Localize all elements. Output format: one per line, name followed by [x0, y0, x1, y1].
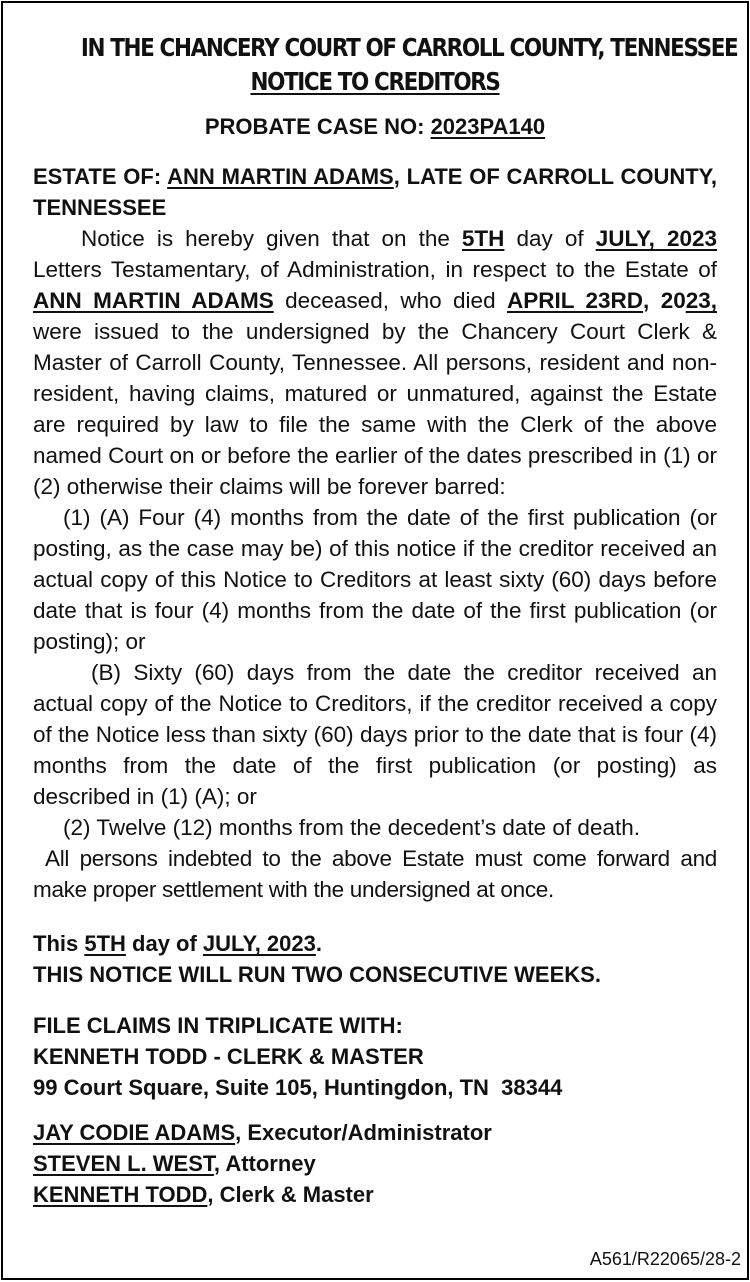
letters-day: 5TH — [461, 226, 505, 251]
signature-executor: JAY CODIE ADAMS, Executor/Administrator — [33, 1120, 492, 1145]
notice-title: NOTICE TO CREDITORS — [250, 67, 500, 96]
death-date: APRIL 23RD — [507, 288, 644, 313]
estate-label: ESTATE OF: — [33, 164, 168, 189]
case-number: 2023PA140 — [430, 114, 546, 139]
signature-clerk: KENNETH TODD, Clerk & Master — [33, 1182, 374, 1207]
clerk-address: 99 Court Square, Suite 105, Huntingdon, TN 38344 — [33, 1075, 563, 1100]
case-label: PROBATE CASE NO: — [204, 114, 431, 139]
probate-case-number — [33, 111, 717, 143]
paragraph-2: (2) Twelve (12) months from the decedent’s date of death. — [63, 815, 640, 840]
dated-day: 5TH — [84, 931, 126, 956]
death-year: 23, — [685, 288, 717, 313]
dated-line: This 5TH day of JULY, 2023. — [33, 931, 322, 956]
dated-month: JULY, 2023 — [202, 931, 316, 956]
deceased-name: ANN MARTIN ADAMS — [33, 288, 274, 313]
notice-body — [33, 223, 717, 905]
reference-code: A561/R22065/28-2 — [589, 1249, 741, 1269]
file-claims-heading: FILE CLAIMS IN TRIPLICATE WITH: — [33, 1013, 403, 1038]
estate-name: ANN MARTIN ADAMS — [167, 164, 394, 189]
estate-line — [33, 161, 717, 223]
dated-block — [33, 928, 717, 990]
file-claims-block — [33, 1010, 717, 1103]
paragraph-notice: Notice is hereby given that on the 5TH day of JULY, 2023 Letters Testamentary, of Administration, in respect to the Estate of ANN MARTIN ADAMS deceased, who died APRIL 23RD, 2023, were issued to the undersigned by the Chancery Court Clerk & Master of Carroll County, Tennessee. All persons, resident and non-resident, having claims, matured or unmatured, against the Estate are required by law to file the same with the Clerk of the above named Court on or before the earlier of the dates prescribed in (1) or (2) otherwise their claims will be forever barred: — [33, 226, 718, 499]
signature-block — [33, 1117, 717, 1210]
run-notice: THIS NOTICE WILL RUN TWO CONSECUTIVE WEEKS. — [33, 962, 601, 987]
clerk-name: KENNETH TODD - CLERK & MASTER — [33, 1044, 424, 1069]
paragraph-indebted: All persons indebted to the above Estate must come forward and make proper settlement with the undersigned at once. — [33, 846, 717, 902]
court-name: IN THE CHANCERY COURT OF CARROLL COUNTY, TENNESSEE — [80, 33, 738, 62]
paragraph-1a: (1) (A) Four (4) months from the date of the first publication (or posting, as the case may be) of this notice if the creditor received an actual copy of this Notice to Creditors at least sixty (60) days before date that is four (4) months from the date of the first publication (or posting); or — [33, 505, 717, 654]
paragraph-1b: (B) Sixty (60) days from the date the creditor received an actual copy of the Notice to Creditors, if the creditor received a copy of the Notice less than sixty (60) days prior to the date that is four (4) months from the date of the first publication (or posting) as described in (1) (A); or — [33, 660, 717, 809]
signature-attorney: STEVEN L. WEST, Attorney — [33, 1151, 316, 1176]
letters-month: JULY, 2023 — [595, 226, 718, 251]
legal-notice — [1, 1, 749, 1280]
notice-heading — [80, 31, 738, 99]
estate-rest: , LATE OF CARROLL COUNTY, TENNESSEE — [33, 164, 718, 220]
